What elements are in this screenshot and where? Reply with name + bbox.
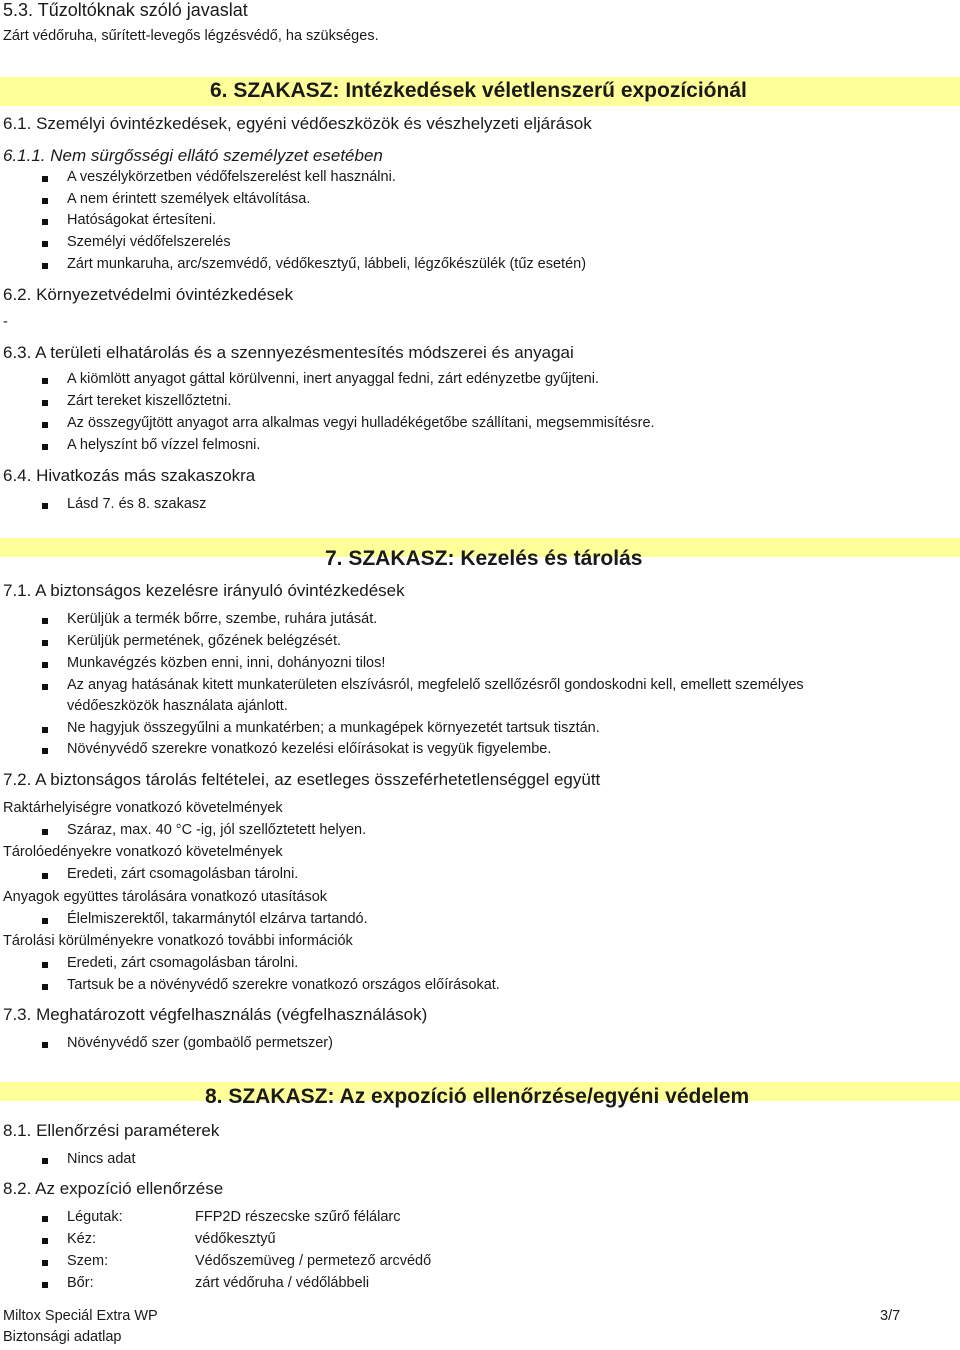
list-item: Az anyag hatásának kitett munkaterületen elszívásról, megfelelő szellőzésről gondoskodni kell, emellett személyes xyxy=(67,677,804,693)
bullet-icon xyxy=(42,1042,48,1048)
section-6-title: 6. SZAKASZ: Intézkedések véletlenszerű expozíciónál xyxy=(210,79,747,102)
heading-8-1: 8.1. Ellenőrzési paraméterek xyxy=(3,1121,220,1140)
section-5-3-heading: 5.3. Tűzoltóknak szóló javaslat xyxy=(3,0,248,20)
bullet-icon xyxy=(42,1260,48,1266)
bullet-icon xyxy=(42,662,48,668)
bullet-icon xyxy=(42,422,48,428)
subheading-storage-conditions: Tárolási körülményekre vonatkozó további információk xyxy=(3,933,353,949)
list-item-continuation: védőeszközök használata ajánlott. xyxy=(67,698,288,714)
list-item: A kiömlött anyagot gáttal körülvenni, inert anyaggal fedni, zárt edényzetbe gyűjteni. xyxy=(67,371,599,387)
footer-product-name: Miltox Speciál Extra WP xyxy=(3,1308,158,1324)
list-item: Élelmiszerektől, takarmánytól elzárva tartandó. xyxy=(67,911,368,927)
list-item: Eredeti, zárt csomagolásban tárolni. xyxy=(67,866,299,882)
list-item: Munkavégzés közben enni, inni, dohányozni tilos! xyxy=(67,655,386,671)
ppe-label: Kéz: xyxy=(67,1231,97,1247)
ppe-label: Bőr: xyxy=(67,1275,94,1291)
ppe-label: Szem: xyxy=(67,1253,109,1269)
bullet-icon xyxy=(42,727,48,733)
bullet-icon xyxy=(42,918,48,924)
ppe-value: Védőszemüveg / permetező arcvédő xyxy=(195,1253,432,1269)
list-item: Személyi védőfelszerelés xyxy=(67,234,231,250)
ppe-value: FFP2D részecske szűrő félálarc xyxy=(195,1209,401,1225)
bullet-icon xyxy=(42,503,48,509)
list-item: Zárt tereket kiszellőztetni. xyxy=(67,393,232,409)
heading-7-1: 7.1. A biztonságos kezelésre irányuló óvintézkedések xyxy=(3,581,405,600)
list-item: Zárt munkaruha, arc/szemvédő, védőkesztyű, lábbeli, légzőkészülék (tűz esetén) xyxy=(67,256,587,272)
bullet-icon xyxy=(42,962,48,968)
heading-6-4: 6.4. Hivatkozás más szakaszokra xyxy=(3,466,256,485)
heading-6-1: 6.1. Személyi óvintézkedések, egyéni védőeszközök és vészhelyzeti eljárások xyxy=(3,114,592,133)
list-item: Az összegyűjtött anyagot arra alkalmas vegyi hulladékégetőbe szállítani, megsemmisítésre. xyxy=(67,415,655,431)
list-item: Száraz, max. 40 °C -ig, jól szellőztetett helyen. xyxy=(67,822,367,838)
footer-document-type: Biztonsági adatlap xyxy=(3,1329,122,1345)
list-item: Ne hagyjuk összegyűlni a munkatérben; a munkagépek környezetét tartsuk tisztán. xyxy=(67,720,600,736)
list-item: A veszélykörzetben védőfelszerelést kell használni. xyxy=(67,169,396,185)
subheading-joint-storage: Anyagok együttes tárolására vonatkozó utasítások xyxy=(3,889,328,905)
bullet-icon xyxy=(42,640,48,646)
list-item: Hatóságokat értesíteni. xyxy=(67,212,217,228)
bullet-icon xyxy=(42,198,48,204)
bullet-icon xyxy=(42,829,48,835)
list-item: A nem érintett személyek eltávolítása. xyxy=(67,191,311,207)
subheading-containers: Tárolóedényekre vonatkozó követelmények xyxy=(3,844,283,860)
list-item: Növényvédő szer (gombaölő permetszer) xyxy=(67,1035,333,1051)
ppe-value: zárt védőruha / védőlábbeli xyxy=(195,1275,370,1291)
bullet-icon xyxy=(42,1216,48,1222)
ppe-label: Légutak: xyxy=(67,1209,123,1225)
bullet-icon xyxy=(42,748,48,754)
bullet-icon xyxy=(42,219,48,225)
list-item: Lásd 7. és 8. szakasz xyxy=(67,496,207,512)
heading-7-3: 7.3. Meghatározott végfelhasználás (végfelhasználások) xyxy=(3,1005,428,1024)
bullet-icon xyxy=(42,444,48,450)
list-item: Tartsuk be a növényvédő szerekre vonatkozó országos előírásokat. xyxy=(67,977,500,993)
dash-placeholder: - xyxy=(3,314,8,330)
bullet-icon xyxy=(42,1238,48,1244)
bullet-icon xyxy=(42,618,48,624)
heading-6-1-1: 6.1.1. Nem sürgősségi ellátó személyzet esetében xyxy=(3,146,383,165)
list-item: Eredeti, zárt csomagolásban tárolni. xyxy=(67,955,299,971)
list-item: Növényvédő szerekre vonatkozó kezelési előírásokat is vegyük figyelembe. xyxy=(67,741,552,757)
heading-6-3: 6.3. A területi elhatárolás és a szennyezésmentesítés módszerei és anyagai xyxy=(3,343,574,362)
bullet-icon xyxy=(42,176,48,182)
bullet-icon xyxy=(42,263,48,269)
heading-7-2: 7.2. A biztonságos tárolás feltételei, az esetleges összeférhetetlenséggel együtt xyxy=(3,770,601,789)
footer-page-number: 3/7 xyxy=(880,1308,901,1324)
list-item: Nincs adat xyxy=(67,1151,136,1167)
section-8-title: 8. SZAKASZ: Az expozíció ellenőrzése/egyéni védelem xyxy=(205,1085,750,1108)
bullet-icon xyxy=(42,378,48,384)
bullet-icon xyxy=(42,873,48,879)
bullet-icon xyxy=(42,400,48,406)
bullet-icon xyxy=(42,241,48,247)
heading-8-2: 8.2. Az expozíció ellenőrzése xyxy=(3,1179,224,1198)
heading-6-2: 6.2. Környezetvédelmi óvintézkedések xyxy=(3,285,294,304)
section-5-3-text: Zárt védőruha, sűrített-levegős légzésvédő, ha szükséges. xyxy=(3,28,379,44)
list-item: Kerüljük a termék bőrre, szembe, ruhára jutását. xyxy=(67,611,378,627)
ppe-value: védőkesztyű xyxy=(195,1231,276,1247)
list-item: Kerüljük permetének, gőzének belégzését. xyxy=(67,633,342,649)
bullet-icon xyxy=(42,684,48,690)
section-7-title: 7. SZAKASZ: Kezelés és tárolás xyxy=(325,547,643,570)
bullet-icon xyxy=(42,1158,48,1164)
list-item: A helyszínt bő vízzel felmosni. xyxy=(67,437,261,453)
subheading-storage-room: Raktárhelyiségre vonatkozó követelmények xyxy=(3,800,283,816)
bullet-icon xyxy=(42,984,48,990)
bullet-icon xyxy=(42,1282,48,1288)
